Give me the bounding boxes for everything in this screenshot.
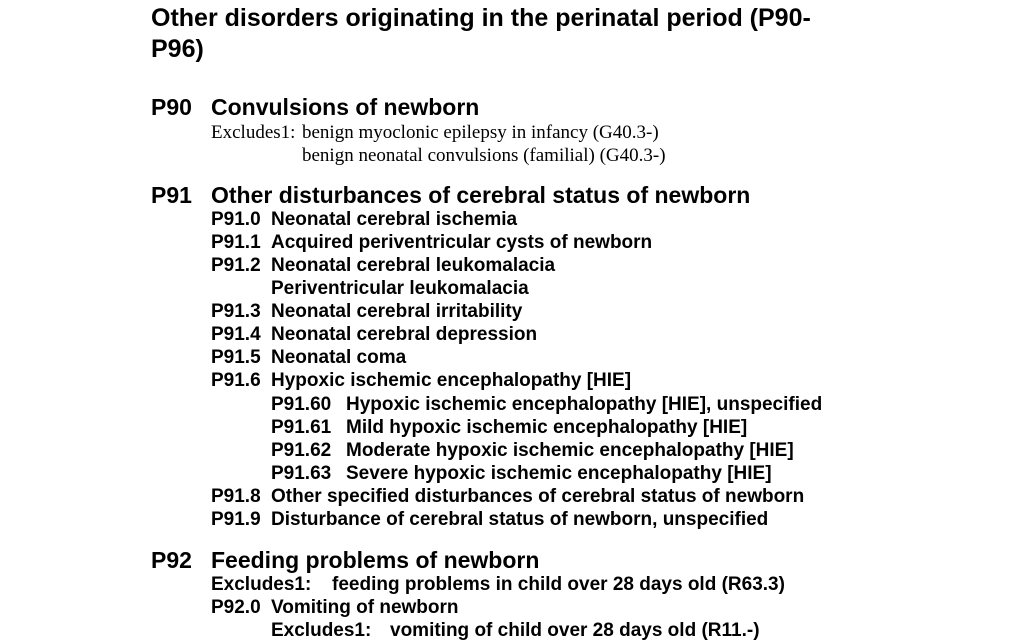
- excludes-label-p92-0: Excludes1:: [271, 620, 372, 641]
- code-p91-8: P91.8: [211, 486, 261, 507]
- code-p91-2: P91.2: [211, 255, 261, 276]
- code-p91-0: P91.0: [211, 209, 261, 230]
- code-p91-4: P91.4: [211, 324, 261, 345]
- excludes-label-p92: Excludes1:: [211, 574, 312, 595]
- label-p91-3: Neonatal cerebral irritability: [271, 301, 523, 322]
- label-p91-6: Hypoxic ischemic encephalopathy [HIE]: [271, 370, 632, 391]
- excludes-label-p90: Excludes1:: [211, 122, 296, 143]
- label-p91-2: Neonatal cerebral leukomalacia: [271, 255, 556, 276]
- code-p91-63: P91.63: [271, 463, 332, 484]
- label-p91-63: Severe hypoxic ischemic encephalopathy [HIE]: [346, 463, 772, 484]
- label-p91-1: Acquired periventricular cysts of newborn: [271, 232, 653, 253]
- label-p92-0: Vomiting of newborn: [271, 597, 459, 618]
- code-p92-0: P92.0: [211, 597, 261, 618]
- code-p91-62: P91.62: [271, 440, 332, 461]
- category-code-p90: P90: [151, 94, 192, 120]
- inclusion-p91-2: Periventricular leukomalacia: [271, 278, 529, 299]
- category-code-p92: P92: [151, 547, 192, 573]
- label-p91-60: Hypoxic ischemic encephalopathy [HIE], unspecified: [346, 394, 823, 415]
- label-p91-8: Other specified disturbances of cerebral status of newborn: [271, 486, 805, 507]
- category-code-p91: P91: [151, 182, 192, 208]
- label-p91-4: Neonatal cerebral depression: [271, 324, 538, 345]
- label-p91-61: Mild hypoxic ischemic encephalopathy [HIE]: [346, 417, 748, 438]
- excludes-item-p92: feeding problems in child over 28 days old (R63.3): [332, 574, 785, 595]
- category-label-p91: Other disturbances of cerebral status of newborn: [211, 182, 751, 208]
- category-label-p92: Feeding problems of newborn: [211, 547, 540, 573]
- code-p91-6: P91.6: [211, 370, 261, 391]
- category-label-p90: Convulsions of newborn: [211, 94, 480, 120]
- excludes-item-p90-1: benign myoclonic epilepsy in infancy (G40.3-): [302, 122, 659, 143]
- label-p91-62: Moderate hypoxic ischemic encephalopathy [HIE]: [346, 440, 794, 461]
- code-p91-61: P91.61: [271, 417, 332, 438]
- page-title-line-1: Other disorders originating in the perinatal period (P90-: [151, 4, 811, 32]
- excludes-item-p92-0: vomiting of child over 28 days old (R11.-): [390, 620, 760, 641]
- code-p91-1: P91.1: [211, 232, 261, 253]
- page-title-line-2: P96): [151, 35, 204, 63]
- code-p91-60: P91.60: [271, 394, 332, 415]
- code-p91-5: P91.5: [211, 347, 261, 368]
- label-p91-0: Neonatal cerebral ischemia: [271, 209, 518, 230]
- label-p91-9: Disturbance of cerebral status of newborn, unspecified: [271, 509, 769, 530]
- code-p91-3: P91.3: [211, 301, 261, 322]
- label-p91-5: Neonatal coma: [271, 347, 407, 368]
- code-p91-9: P91.9: [211, 509, 261, 530]
- excludes-item-p90-2: benign neonatal convulsions (familial) (G40.3-): [302, 145, 666, 166]
